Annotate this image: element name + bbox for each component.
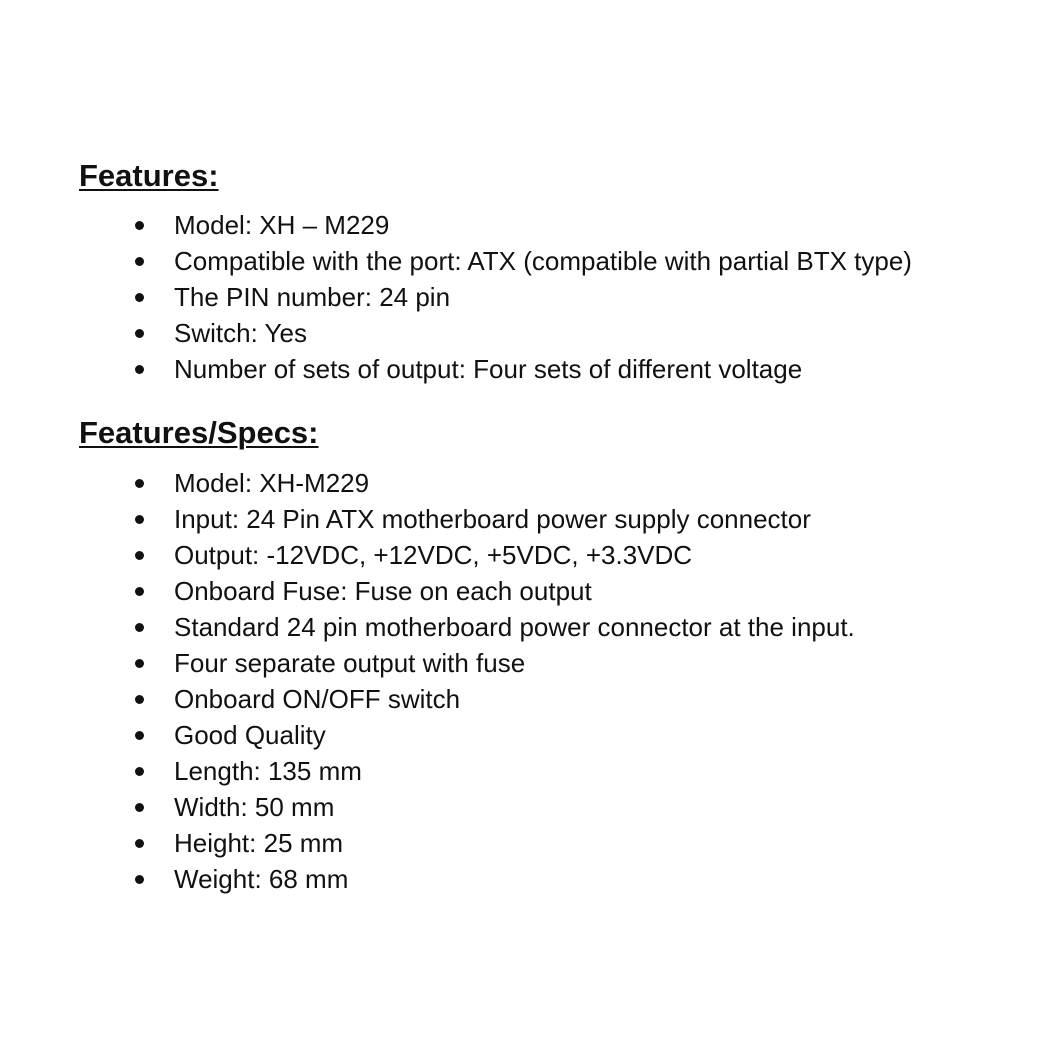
document-page: Features: Model: XH – M229 Compatible with the port: ATX (compatible with partial BTX type) The PIN number: 24 pin Switch: Yes Number of sets of output: Four sets of different voltage Features/Specs: Model: XH-M229 Input: 24 Pin ATX motherboard power supply connector Output: -12VDC, +12VDC, +5VDC, +3.3VDC Onboard Fuse: Fuse on each output Standard 24 pin motherboard power connector at the input. Four separate output with fuse Onboard ON/OFF switch Good Quality Length: 135 mm Width: 50 mm Height: 25 mm Weight: 68 mm	[79, 158, 912, 894]
bullet-icon	[135, 257, 144, 266]
bullet-icon	[135, 329, 144, 338]
bullet-icon	[135, 479, 144, 488]
bullet-icon	[135, 875, 144, 884]
section-title-features: Features:	[79, 158, 219, 193]
section-title-features-specs: Features/Specs:	[79, 415, 319, 450]
bullet-icon	[135, 839, 144, 848]
bullet-icon	[135, 731, 144, 740]
bullet-icon	[135, 623, 144, 632]
bullet-icon	[135, 587, 144, 596]
bullet-icon	[135, 695, 144, 704]
bullet-icon	[135, 803, 144, 812]
bullet-icon	[135, 767, 144, 776]
bullet-icon	[135, 365, 144, 374]
bullet-icon	[135, 515, 144, 524]
bullet-icon	[135, 221, 144, 230]
bullet-icon	[135, 551, 144, 560]
bullet-icon	[135, 293, 144, 302]
bullet-icon	[135, 659, 144, 668]
